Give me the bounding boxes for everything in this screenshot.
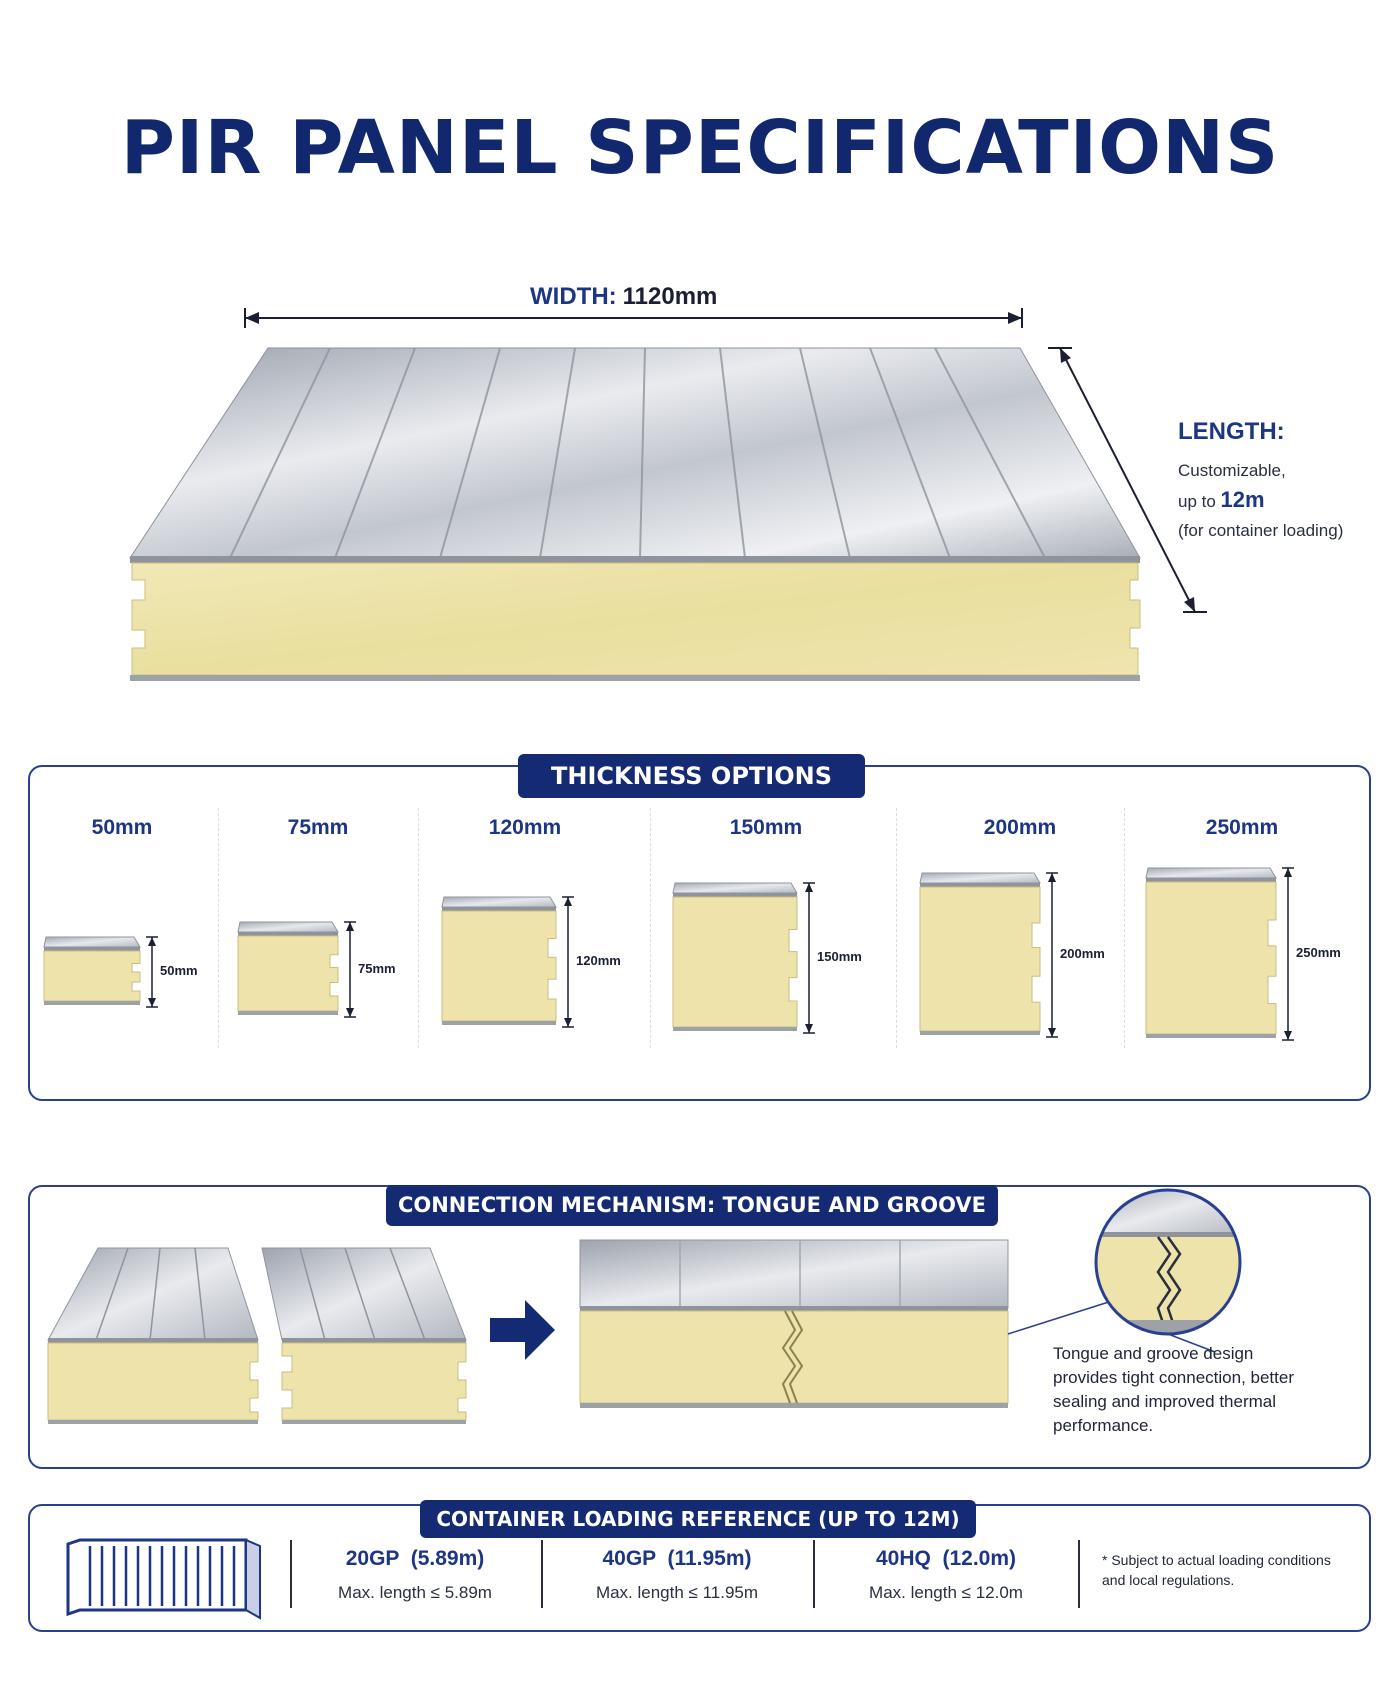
thickness-dimension-label: 120mm — [576, 953, 621, 968]
thickness-heading: 250mm — [1205, 816, 1279, 839]
connection-description: Tongue and groove design provides tight connection, better sealing and improved thermal performance. — [1053, 1344, 1294, 1435]
container-name: 40GP (11.95m) — [602, 1547, 752, 1570]
loading-note: * Subject to actual loading conditions and local regulations. — [1102, 1552, 1331, 1588]
container-divider — [1078, 1540, 1080, 1608]
container-40gp — [552, 1547, 802, 1603]
thickness-dimension-label: 75mm — [358, 960, 396, 976]
length-prefix: up to — [1178, 492, 1221, 511]
thickness-dimension-label: 50mm — [160, 963, 198, 978]
container-title: CONTAINER LOADING REFERENCE (UP TO 12M) — [420, 1500, 976, 1538]
thickness-heading: 150mm — [729, 816, 803, 839]
container-name: 40HQ (12.0m) — [875, 1547, 1017, 1570]
width-key: WIDTH: — [530, 283, 617, 310]
container-40hq — [824, 1547, 1068, 1603]
length-line-1: Customizable, — [1178, 461, 1286, 480]
length-max-value: 12m — [1220, 487, 1265, 512]
page-title: PIR PANEL SPECIFICATIONS — [120, 105, 1280, 191]
thickness-dimension-label: 200mm — [1060, 946, 1105, 961]
length-line-3: (for container loading) — [1178, 521, 1344, 540]
thickness-heading: 50mm — [91, 816, 153, 839]
container-divider — [813, 1540, 815, 1608]
container-max-length: Max. length ≤ 12.0m — [869, 1583, 1023, 1602]
thickness-dimension-label: 250mm — [1296, 945, 1341, 960]
container-divider — [541, 1540, 543, 1608]
container-name: 20GP (5.89m) — [345, 1547, 485, 1570]
thickness-heading: 200mm — [983, 816, 1057, 839]
length-title: LENGTH: — [1178, 418, 1285, 445]
thickness-dimension-label: 150mm — [817, 949, 862, 964]
container-divider — [290, 1540, 292, 1608]
width-value: 1120mm — [622, 283, 718, 310]
container-max-length: Max. length ≤ 11.95m — [595, 1583, 759, 1602]
connection-title: CONNECTION MECHANISM: TONGUE AND GROOVE — [386, 1185, 998, 1226]
thickness-heading: 75mm — [287, 816, 349, 839]
container-max-length: Max. length ≤ 5.89m — [338, 1583, 492, 1602]
container-20gp — [300, 1547, 530, 1603]
thickness-title: THICKNESS OPTIONS — [518, 754, 865, 798]
thickness-heading: 120mm — [488, 816, 562, 839]
